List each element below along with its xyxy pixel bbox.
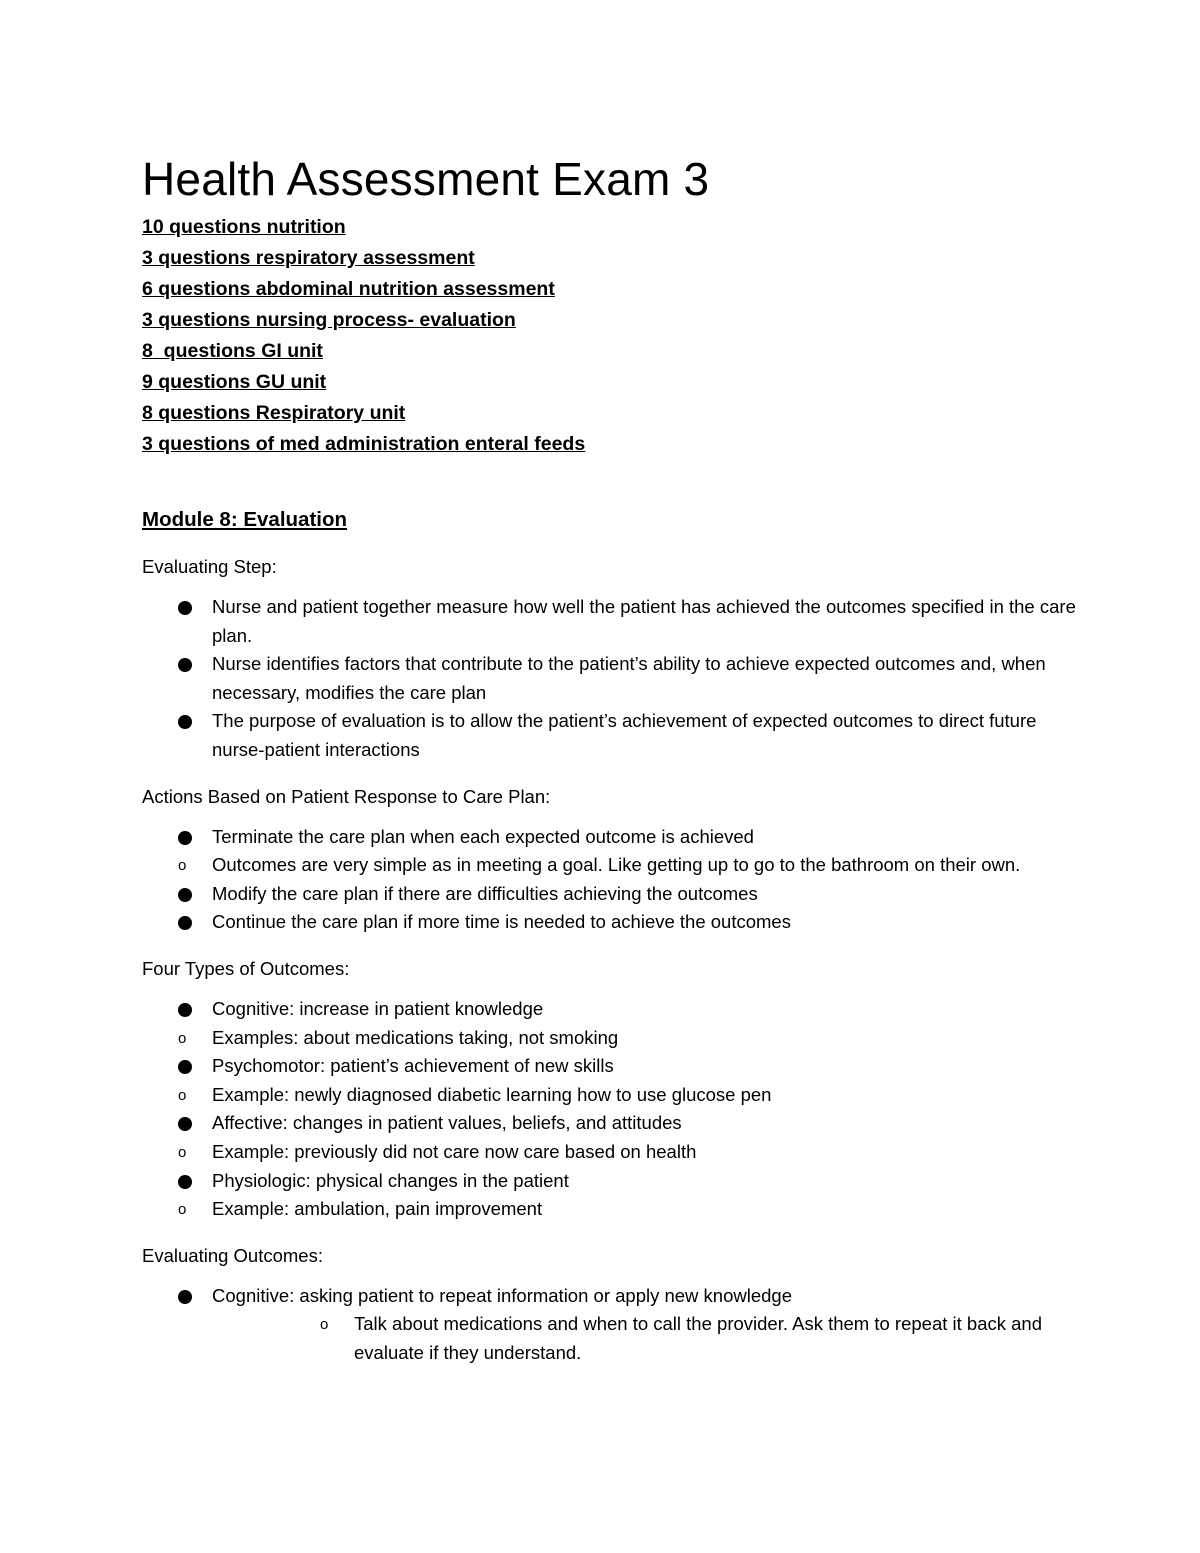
module-heading: Module 8: Evaluation	[142, 508, 348, 531]
question-line: 8 questions GI unit	[142, 340, 323, 362]
bullet-dot-icon	[178, 658, 192, 672]
circle-bullet-icon: o	[178, 857, 187, 875]
question-line: 3 questions respiratory assessment	[142, 247, 475, 269]
outcome-sublist	[142, 1195, 1082, 1224]
document-page	[142, 148, 1082, 1367]
outcome-types-list	[142, 1052, 1082, 1081]
bullet-dot-icon	[178, 1175, 192, 1189]
bullet-dot-icon	[178, 601, 192, 615]
list-item: Cognitive: increase in patient knowledge	[142, 995, 1082, 1024]
section-label-actions: Actions Based on Patient Response to Care Plan:	[142, 785, 551, 807]
list-item: Nurse and patient together measure how well the patient has achieved the outcomes specified in the care plan.	[142, 593, 1082, 650]
evaluating-step-list	[142, 593, 1082, 765]
question-line: 8 questions Respiratory unit	[142, 402, 406, 424]
bullet-dot-icon	[178, 916, 192, 930]
question-line: 9 questions GU unit	[142, 371, 327, 393]
circle-bullet-icon: o	[178, 1086, 187, 1104]
circle-bullet-icon: o	[320, 1316, 329, 1334]
bullet-dot-icon	[178, 715, 192, 729]
section-label-evaluating-step: Evaluating Step:	[142, 556, 277, 577]
actions-list-continued	[142, 880, 1082, 937]
list-item: The purpose of evaluation is to allow the patient’s achievement of expected outcomes to direct future nurse-patient interactions	[142, 707, 1082, 764]
list-item: Affective: changes in patient values, beliefs, and attitudes	[142, 1109, 1082, 1138]
bullet-dot-icon	[178, 1003, 192, 1017]
bullet-dot-icon	[178, 1060, 192, 1074]
outcome-sublist	[142, 1138, 1082, 1167]
sub-list-item: o Talk about medications and when to call the provider. Ask them to repeat it back and evaluate if they understand.	[284, 1310, 1082, 1367]
evaluating-outcomes-sublist	[284, 1310, 1082, 1367]
circle-bullet-icon: o	[178, 1029, 187, 1047]
list-item: Cognitive: asking patient to repeat information or apply new knowledge	[142, 1282, 1082, 1311]
outcome-types-list	[142, 1167, 1082, 1196]
list-item: Nurse identifies factors that contribute to the patient’s ability to achieve expected outcomes and, when necessary, modifies the care plan	[142, 650, 1082, 707]
section-label-evaluating-outcomes: Evaluating Outcomes:	[142, 1244, 323, 1266]
sub-list-item: o Example: ambulation, pain improvement	[142, 1195, 1082, 1224]
question-line: 6 questions abdominal nutrition assessment	[142, 278, 555, 300]
bullet-dot-icon	[178, 1117, 192, 1131]
list-item: Terminate the care plan when each expected outcome is achieved	[142, 823, 1082, 852]
list-item: Psychomotor: patient’s achievement of new skills	[142, 1052, 1082, 1081]
outcome-types-list	[142, 1109, 1082, 1138]
actions-sublist	[142, 851, 1082, 880]
actions-list	[142, 823, 1082, 852]
question-line: 10 questions nutrition	[142, 216, 346, 238]
question-line: 3 questions nursing process- evaluation	[142, 309, 516, 331]
bullet-dot-icon	[178, 1290, 192, 1304]
sub-list-item: o Outcomes are very simple as in meeting a goal. Like getting up to go to the bathroom on their own.	[142, 851, 1082, 880]
sub-list-item: o Example: previously did not care now care based on health	[142, 1138, 1082, 1167]
list-item: Physiologic: physical changes in the patient	[142, 1167, 1082, 1196]
bullet-dot-icon	[178, 831, 192, 845]
outcome-sublist	[142, 1024, 1082, 1053]
list-item: Continue the care plan if more time is needed to achieve the outcomes	[142, 908, 1082, 937]
sub-list-item: o Example: newly diagnosed diabetic learning how to use glucose pen	[142, 1081, 1082, 1110]
evaluating-outcomes-list	[142, 1282, 1082, 1311]
question-line: 3 questions of med administration enteral feeds	[142, 433, 586, 455]
bullet-dot-icon	[178, 888, 192, 902]
circle-bullet-icon: o	[178, 1143, 187, 1161]
section-label-four-types: Four Types of Outcomes:	[142, 957, 350, 979]
outcome-types-list	[142, 995, 1082, 1024]
circle-bullet-icon: o	[178, 1201, 187, 1219]
question-breakdown-list	[142, 212, 1082, 460]
outcome-sublist	[142, 1081, 1082, 1110]
sub-list-item: o Examples: about medications taking, not smoking	[142, 1024, 1082, 1053]
document-title: Health Assessment Exam 3	[142, 153, 710, 205]
list-item: Modify the care plan if there are difficulties achieving the outcomes	[142, 880, 1082, 909]
